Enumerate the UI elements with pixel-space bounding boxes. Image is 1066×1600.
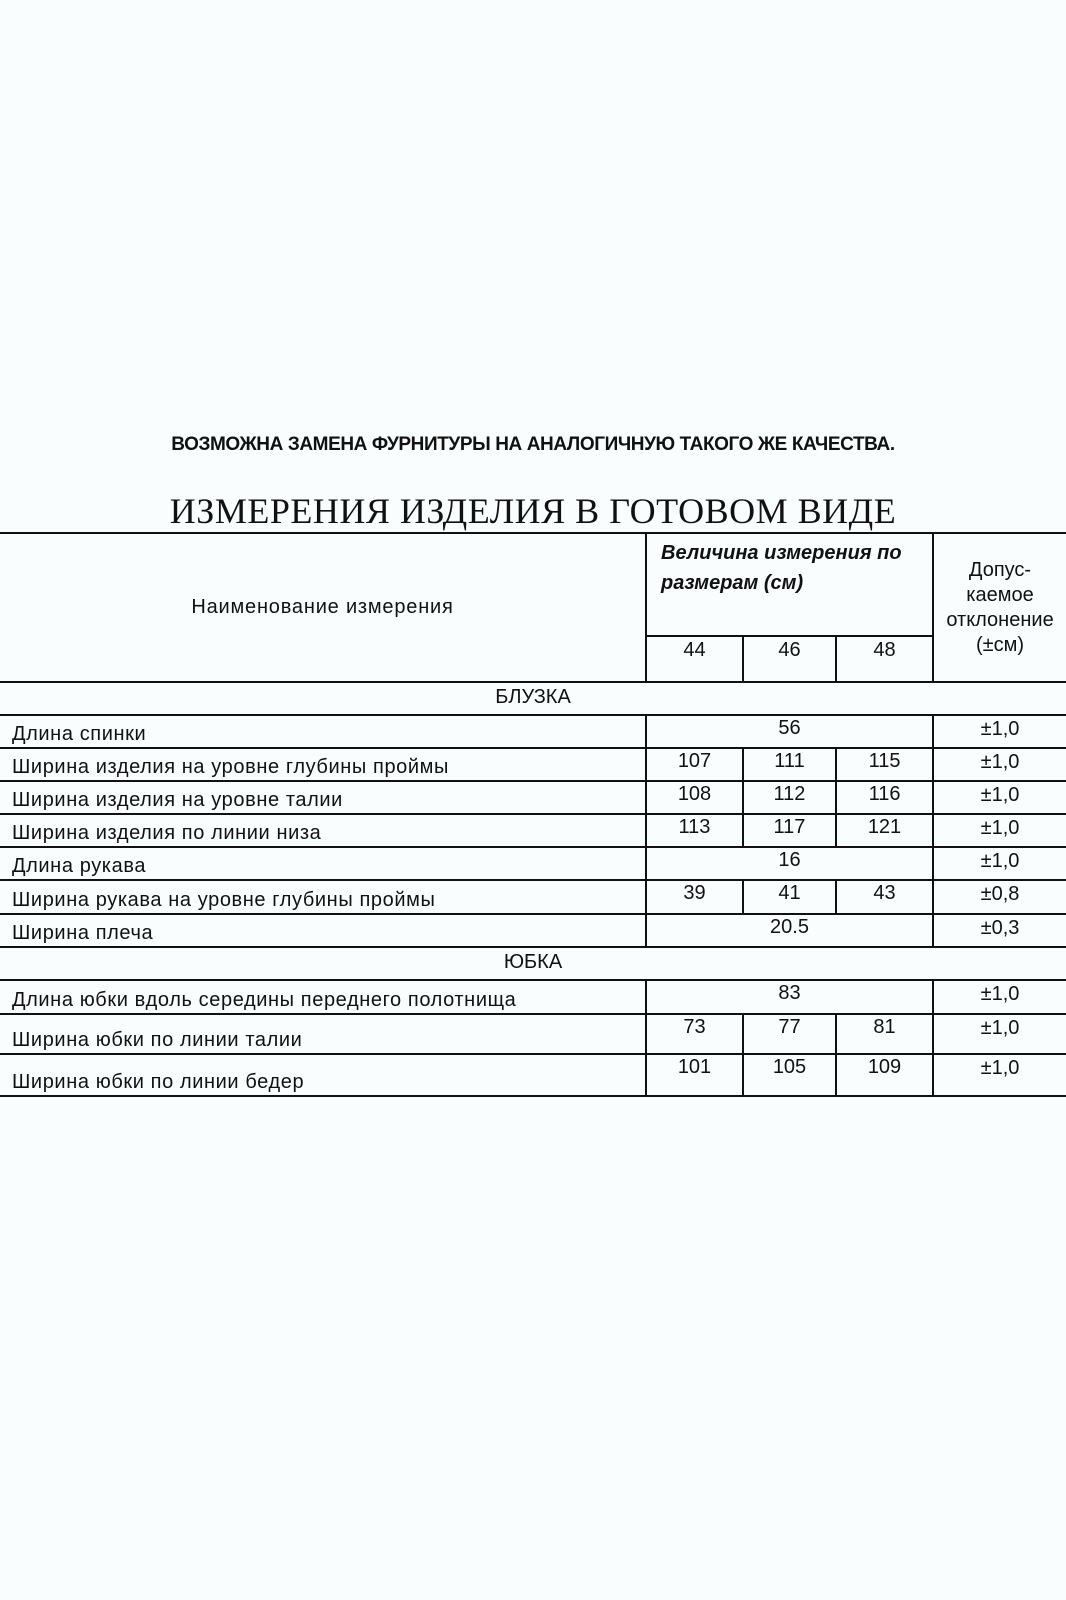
header-row xyxy=(0,533,1066,636)
measurement-value-size-46: 112 xyxy=(743,781,836,814)
measurement-tolerance: ±0,3 xyxy=(933,914,1066,947)
header-tolerance-line2: каемое xyxy=(966,583,1034,606)
measurement-value-size-48: 116 xyxy=(836,781,933,814)
measurement-value-size-46: 77 xyxy=(743,1014,836,1054)
table-row xyxy=(0,880,1066,914)
table-row xyxy=(0,781,1066,814)
measurement-tolerance: ±1,0 xyxy=(933,814,1066,847)
measurement-name: Ширина рукава на уровне глубины проймы xyxy=(0,880,646,914)
section-row xyxy=(0,682,1066,715)
measurement-value-all-sizes: 20.5 xyxy=(646,914,933,947)
table-row xyxy=(0,847,1066,880)
measurement-value-size-46: 41 xyxy=(743,880,836,914)
table-row xyxy=(0,980,1066,1014)
measurement-tolerance: ±1,0 xyxy=(933,781,1066,814)
header-measurement-name: Наименование измерения xyxy=(0,533,646,682)
table-row xyxy=(0,914,1066,947)
measurement-name: Длина юбки вдоль середины переднего полотнища xyxy=(0,980,646,1014)
measurement-value-size-48: 109 xyxy=(836,1054,933,1096)
measurement-name: Длина спинки xyxy=(0,715,646,748)
table-row xyxy=(0,1054,1066,1096)
measurement-name: Ширина изделия на уровне глубины проймы xyxy=(0,748,646,781)
measurement-value-size-46: 105 xyxy=(743,1054,836,1096)
size-46: 46 xyxy=(743,636,836,682)
table-row xyxy=(0,748,1066,781)
measurement-value-all-sizes: 56 xyxy=(646,715,933,748)
measurement-value-size-44: 101 xyxy=(646,1054,743,1096)
measurement-name: Ширина изделия по линии низа xyxy=(0,814,646,847)
notice-text: ВОЗМОЖНА ЗАМЕНА ФУРНИТУРЫ НА АНАЛОГИЧНУЮ ТАКОГО ЖЕ КАЧЕСТВА. xyxy=(171,434,895,455)
measurement-value-size-48: 115 xyxy=(836,748,933,781)
section-title: БЛУЗКА xyxy=(0,682,1066,715)
header-tolerance-line3: отклонение xyxy=(946,608,1054,631)
measurement-name: Ширина юбки по линии талии xyxy=(0,1014,646,1054)
header-size-group xyxy=(646,533,933,636)
measurement-name: Длина рукава xyxy=(0,847,646,880)
measurement-name: Ширина юбки по линии бедер xyxy=(0,1054,646,1096)
measurements-table xyxy=(0,532,1066,1097)
measurement-tolerance: ±1,0 xyxy=(933,715,1066,748)
measurement-tolerance: ±0,8 xyxy=(933,880,1066,914)
measurement-value-size-46: 111 xyxy=(743,748,836,781)
measurement-tolerance: ±1,0 xyxy=(933,980,1066,1014)
measurement-name: Ширина плеча xyxy=(0,914,646,947)
measurement-value-size-44: 73 xyxy=(646,1014,743,1054)
size-44: 44 xyxy=(646,636,743,682)
measurement-value-all-sizes: 83 xyxy=(646,980,933,1014)
measurement-tolerance: ±1,0 xyxy=(933,847,1066,880)
measurement-value-size-44: 39 xyxy=(646,880,743,914)
header-size-group-line1: Величина измерения по xyxy=(661,542,902,564)
measurement-value-size-44: 108 xyxy=(646,781,743,814)
measurement-value-size-44: 107 xyxy=(646,748,743,781)
size-48: 48 xyxy=(836,636,933,682)
measurement-value-size-44: 113 xyxy=(646,814,743,847)
table-title: ИЗМЕРЕНИЯ ИЗДЕЛИЯ В ГОТОВОМ ВИДЕ xyxy=(169,491,897,531)
measurement-value-size-46: 117 xyxy=(743,814,836,847)
header-tolerance-line4: (±см) xyxy=(975,633,1025,656)
measurement-name: Ширина изделия на уровне талии xyxy=(0,781,646,814)
measurement-tolerance: ±1,0 xyxy=(933,748,1066,781)
section-row xyxy=(0,947,1066,980)
header-tolerance xyxy=(933,533,1066,682)
measurement-value-all-sizes: 16 xyxy=(646,847,933,880)
header-size-group-line2: размерам (см) xyxy=(661,572,804,594)
measurement-value-size-48: 121 xyxy=(836,814,933,847)
header-tolerance-line1: Допус- xyxy=(968,558,1032,581)
measurement-value-size-48: 81 xyxy=(836,1014,933,1054)
table-row xyxy=(0,1014,1066,1054)
section-title: ЮБКА xyxy=(0,947,1066,980)
measurement-tolerance: ±1,0 xyxy=(933,1014,1066,1054)
table-row xyxy=(0,715,1066,748)
measurement-tolerance: ±1,0 xyxy=(933,1054,1066,1096)
table-row xyxy=(0,814,1066,847)
measurement-value-size-48: 43 xyxy=(836,880,933,914)
